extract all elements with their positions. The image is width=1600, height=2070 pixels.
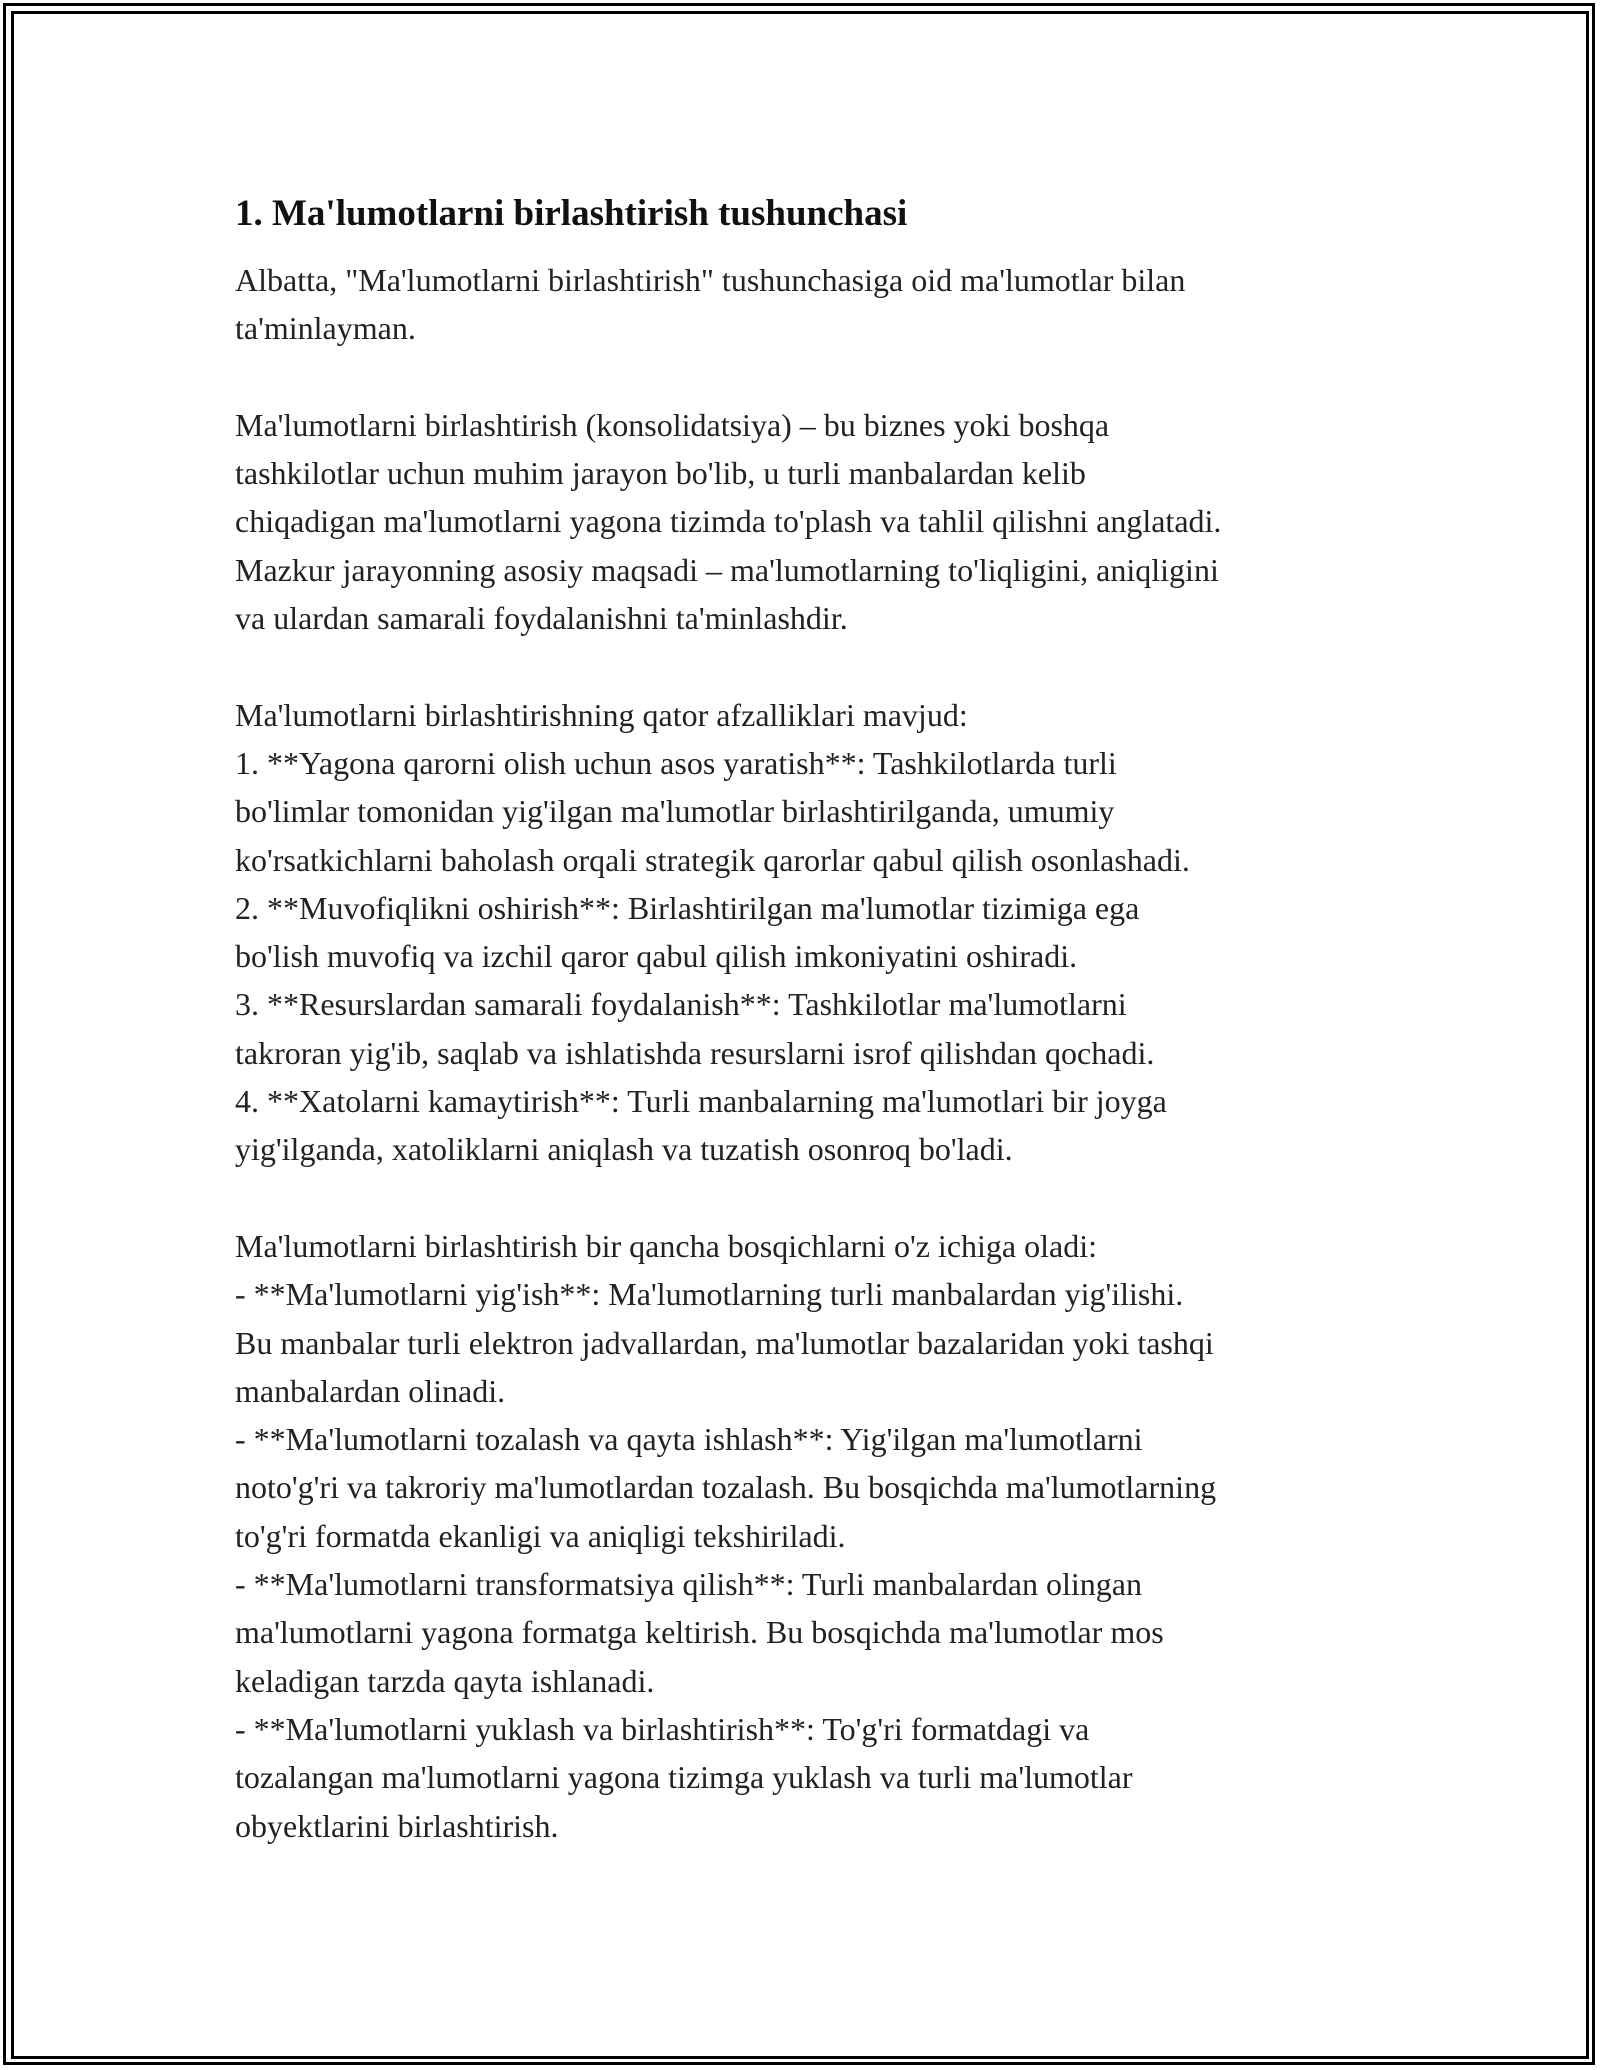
text-line: tashkilotlar uchun muhim jarayon bo'lib, u turli manbalardan kelib (235, 455, 1086, 492)
definition-paragraph (235, 401, 1385, 642)
list-item: - **Ma'lumotlarni yig'ish**: Ma'lumotlarning turli manbalardan yig'ilishi. (235, 1276, 1184, 1313)
text-line: bo'limlar tomonidan yig'ilgan ma'lumotlar birlashtirilganda, umumiy (235, 793, 1115, 830)
paragraph-gap (235, 1174, 1385, 1222)
paragraph-gap (235, 642, 1385, 690)
list-item: 4. **Xatolarni kamaytirish**: Turli manbalarning ma'lumotlari bir joyga (235, 1083, 1167, 1120)
list-item: 2. **Muvofiqlikni oshirish**: Birlashtirilgan ma'lumotlar tizimiga ega (235, 889, 1140, 926)
stages-heading: Ma'lumotlarni birlashtirish bir qancha bosqichlarni o'z ichiga oladi: (235, 1227, 1097, 1264)
paragraph-gap (235, 353, 1385, 401)
text-line: Mazkur jarayonning asosiy maqsadi – ma'lumotlarning to'liqligini, aniqligini (235, 551, 1219, 588)
text-line: va ulardan samarali foydalanishni ta'minlashdir. (235, 600, 848, 637)
text-line: bo'lish muvofiq va izchil qaror qabul qilish imkoniyatini oshiradi. (235, 938, 1078, 975)
text-line: Albatta, "Ma'lumotlarni birlashtirish" tushunchasiga oid ma'lumotlar bilan (235, 262, 1186, 298)
text-line: takroran yig'ib, saqlab va ishlatishda resurslarni isrof qilishdan qochadi. (235, 1034, 1155, 1071)
page-title: 1. Ma'lumotlarni birlashtirish tushunchasi (235, 193, 908, 234)
text-line: keladigan tarzda qayta ishlanadi. (235, 1662, 655, 1699)
list-item: - **Ma'lumotlarni transformatsiya qilish**: Turli manbalardan olingan (235, 1566, 1142, 1603)
list-item: 3. **Resurslardan samarali foydalanish**: Tashkilotlar ma'lumotlarni (235, 986, 1127, 1023)
document-body (235, 190, 1385, 1850)
text-line: ma'lumotlarni yagona formatga keltirish. Bu bosqichda ma'lumotlar mos (235, 1614, 1164, 1651)
list-item: 1. **Yagona qarorni olish uchun asos yaratish**: Tashkilotlarda turli (235, 744, 1117, 781)
text-line: noto'g'ri va takroriy ma'lumotlardan tozalash. Bu bosqichda ma'lumotlarning (235, 1469, 1217, 1506)
text-line: ko'rsatkichlarni baholash orqali strategik qarorlar qabul qilish osonlashadi. (235, 841, 1190, 878)
text-line: yig'ilganda, xatoliklarni aniqlash va tuzatish osonroq bo'ladi. (235, 1131, 1013, 1168)
text-line: chiqadigan ma'lumotlarni yagona tizimda to'plash va tahlil qilishni anglatadi. (235, 503, 1222, 540)
intro-paragraph (235, 256, 1385, 353)
text-line: tozalangan ma'lumotlarni yagona tizimga yuklash va turli ma'lumotlar (235, 1759, 1133, 1796)
stages-paragraph (235, 1222, 1385, 1850)
list-item: - **Ma'lumotlarni tozalash va qayta ishlash**: Yig'ilgan ma'lumotlarni (235, 1421, 1143, 1458)
advantages-paragraph (235, 691, 1385, 1174)
text-line: ta'minlayman. (235, 310, 416, 347)
text-line: to'g'ri formatda ekanligi va aniqligi tekshiriladi. (235, 1517, 846, 1554)
text-line: Bu manbalar turli elektron jadvallardan, ma'lumotlar bazalaridan yoki tashqi (235, 1324, 1214, 1361)
text-line: Ma'lumotlarni birlashtirish (konsolidatsiya) – bu biznes yoki boshqa (235, 406, 1110, 443)
text-line: obyektlarini birlashtirish. (235, 1807, 559, 1844)
text-line: manbalardan olinadi. (235, 1372, 506, 1409)
list-item: - **Ma'lumotlarni yuklash va birlashtirish**: To'g'ri formatdagi va (235, 1710, 1090, 1747)
advantages-heading: Ma'lumotlarni birlashtirishning qator afzalliklari mavjud: (235, 696, 968, 733)
